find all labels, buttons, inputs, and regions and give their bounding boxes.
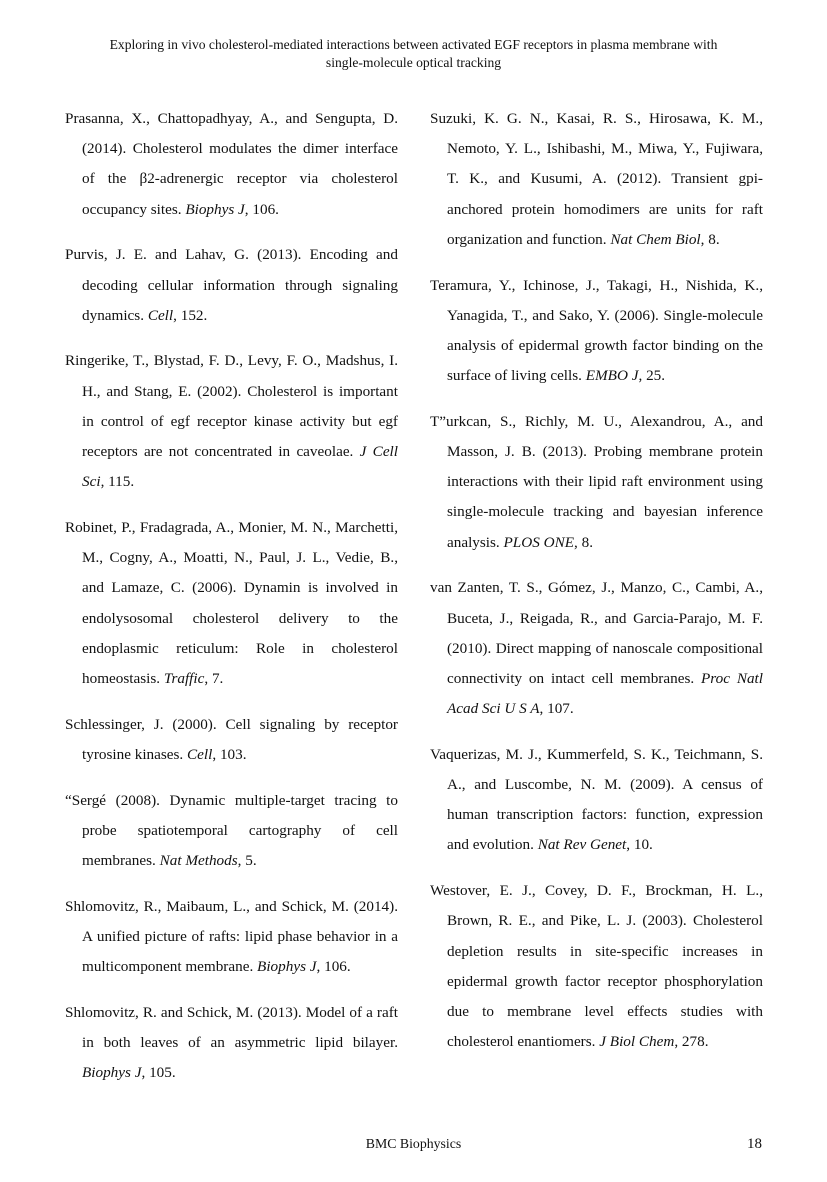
reference-entry: Vaquerizas, M. J., Kummerfeld, S. K., Teichmann, S. A., and Luscombe, N. M. (2009). A census of human transcription factors: function, expression and evolution. Nat Rev Genet, 10. — [430, 745, 763, 854]
reference-entry: Purvis, J. E. and Lahav, G. (2013). Encoding and decoding cellular information through signaling dynamics. Cell, 152. — [65, 246, 398, 324]
references-right-column — [430, 104, 763, 1073]
running-header-line-1: Exploring in vivo cholesterol-mediated interactions between activated EGF receptors in plasma membrane with — [109, 37, 718, 52]
footer-journal-name: BMC Biophysics — [365, 1136, 462, 1151]
reference-entry: T”urkcan, S., Richly, M. U., Alexandrou, A., and Masson, J. B. (2013). Probing membrane protein interactions with their lipid raft environment using single-molecule tracking and bayesian inference analysis. PLOS ONE, 8. — [430, 412, 763, 551]
running-header — [60, 36, 767, 72]
reference-entry: Shlomovitz, R., Maibaum, L., and Schick, M. (2014). A unified picture of rafts: lipid phase behavior in a multicomponent membrane. Biophys J, 106. — [65, 897, 398, 976]
reference-entry: Ringerike, T., Blystad, F. D., Levy, F. O., Madshus, I. H., and Stang, E. (2002). Cholesterol is important in control of egf receptor kinase activity but egf receptors are not concentrated in caveolae. J Cell Sci, 115. — [65, 352, 398, 491]
reference-entry: Teramura, Y., Ichinose, J., Takagi, H., Nishida, K., Yanagida, T., and Sako, Y. (2006). Single-molecule analysis of epidermal growth factor binding on the surface of living cells. EMBO J, 25. — [430, 276, 763, 385]
reference-entry: Westover, E. J., Covey, D. F., Brockman, H. L., Brown, R. E., and Pike, L. J. (2003). Cholesterol depletion results in site-specific increases in epidermal growth factor receptor phosphorylation due to membrane level effects studies with cholesterol enantiomers. J Biol Chem, 278. — [430, 882, 763, 1051]
reference-entry: Prasanna, X., Chattopadhyay, A., and Sengupta, D. (2014). Cholesterol modulates the dimer interface of the β2-adrenergic receptor via cholesterol occupancy sites. Biophys J, 106. — [65, 110, 398, 218]
page-number: 18 — [747, 1136, 762, 1152]
reference-entry: Shlomovitz, R. and Schick, M. (2013). Model of a raft in both leaves of an asymmetric lipid bilayer. Biophys J, 105. — [65, 1003, 398, 1082]
reference-entry: “Sergé (2008). Dynamic multiple-target tracing to probe spatiotemporal cartography of cell membranes. Nat Methods, 5. — [65, 791, 398, 869]
reference-entry: Suzuki, K. G. N., Kasai, R. S., Hirosawa, K. M., Nemoto, Y. L., Ishibashi, M., Miwa, Y., Fujiwara, T. K., and Kusumi, A. (2012). Transient gpi-anchored protein homodimers are units for raft organization and function. Nat Chem Biol, 8. — [430, 110, 763, 248]
running-header-line-2: single-molecule optical tracking — [325, 55, 502, 70]
reference-entry: Schlessinger, J. (2000). Cell signaling by receptor tyrosine kinases. Cell, 103. — [65, 715, 398, 763]
references-left-column — [65, 104, 398, 1104]
reference-entry: van Zanten, T. S., Gómez, J., Manzo, C., Cambi, A., Buceta, J., Reigada, R., and Garcia-Parajo, M. F. (2010). Direct mapping of nanoscale compositional connectivity on intact cell membranes. Proc Natl Acad Sci U S A, 107. — [430, 579, 763, 718]
reference-entry: Robinet, P., Fradagrada, A., Monier, M. N., Marchetti, M., Cogny, A., Moatti, N., Paul, J. L., Vedie, B., and Lamaze, C. (2006). Dynamin is involved in endolysosomal cholesterol delivery to the endoplasmic reticulum: Role in cholesterol homeostasis. Traffic, 7. — [65, 518, 398, 687]
